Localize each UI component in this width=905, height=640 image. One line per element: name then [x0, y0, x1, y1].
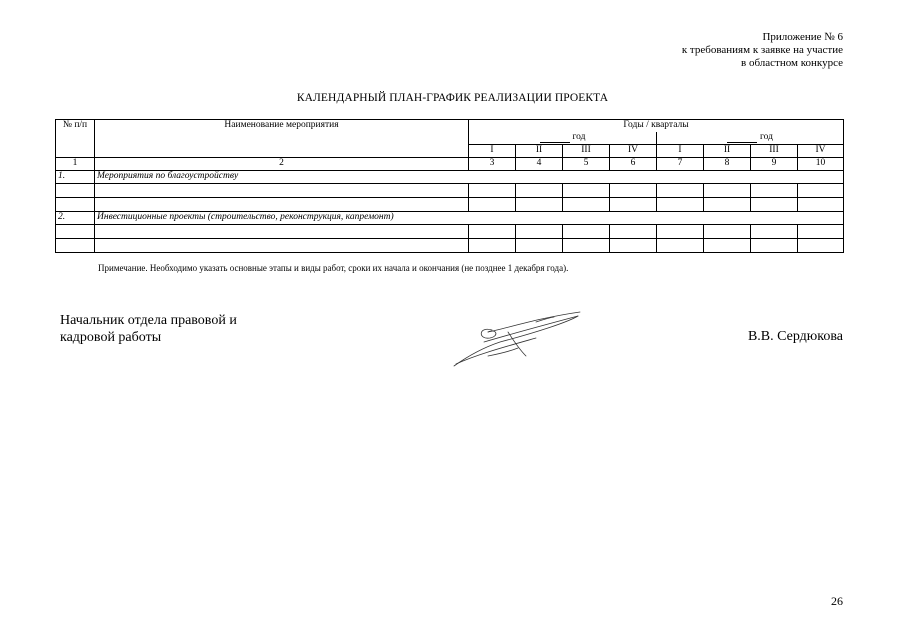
year-blank	[727, 133, 757, 143]
table-cell	[704, 198, 751, 212]
column-number-cell: 1	[56, 158, 95, 171]
table-cell	[798, 239, 844, 253]
table-cell	[610, 184, 657, 198]
table-cell	[563, 198, 610, 212]
table-cell	[751, 225, 798, 239]
page-number: 26	[831, 594, 843, 608]
section-title: Мероприятия по благоустройству	[95, 171, 844, 184]
column-number-cell: 10	[798, 158, 844, 171]
year-label: год	[760, 132, 773, 142]
section-number: 1.	[56, 171, 95, 184]
table-row	[56, 198, 844, 212]
table-row	[56, 239, 844, 253]
table-row	[56, 225, 844, 239]
table-cell	[516, 239, 563, 253]
table-cell	[657, 198, 704, 212]
table-cell	[469, 184, 516, 198]
quarter-cell: II	[516, 145, 563, 158]
table-cell	[56, 239, 95, 253]
column-number-cell: 4	[516, 158, 563, 171]
quarter-cell: I	[469, 145, 516, 158]
signer-name: В.В. Сердюкова	[747, 329, 843, 344]
header-years-cell: Годы / кварталы	[469, 120, 844, 133]
quarter-cell: IV	[610, 145, 657, 158]
table-cell	[798, 198, 844, 212]
table-cell	[56, 198, 95, 212]
table-header-row	[56, 120, 844, 133]
column-number-cell: 8	[704, 158, 751, 171]
document-title: КАЛЕНДАРНЫЙ ПЛАН-ГРАФИК РЕАЛИЗАЦИИ ПРОЕКТА	[296, 92, 609, 104]
table-cell	[751, 184, 798, 198]
column-number-cell: 6	[610, 158, 657, 171]
table-cell	[704, 239, 751, 253]
column-number-cell: 5	[563, 158, 610, 171]
quarter-cell: IV	[798, 145, 844, 158]
year-cell-1	[469, 132, 657, 145]
schedule-table	[55, 119, 844, 253]
quarter-cell: II	[704, 145, 751, 158]
appendix-line: к требованиям к заявке на участие	[681, 44, 843, 56]
section-row	[56, 171, 844, 184]
quarter-cell: III	[563, 145, 610, 158]
table-cell	[610, 225, 657, 239]
column-number-cell: 3	[469, 158, 516, 171]
section-row	[56, 212, 844, 225]
header-name-cell: Наименование мероприятия	[95, 120, 469, 158]
year-label: год	[572, 132, 586, 142]
table-cell	[751, 239, 798, 253]
table-cell	[657, 239, 704, 253]
signer-position	[60, 312, 237, 346]
table-row	[56, 184, 844, 198]
column-number-cell: 9	[751, 158, 798, 171]
column-number-row	[56, 158, 844, 171]
table-cell	[56, 225, 95, 239]
table-cell	[798, 225, 844, 239]
handwritten-signature	[448, 308, 588, 372]
table-cell	[516, 225, 563, 239]
table-cell	[469, 239, 516, 253]
section-number: 2.	[56, 212, 95, 225]
appendix-line: Приложение № 6	[762, 31, 843, 43]
position-line: Начальник отдела правовой и	[60, 313, 237, 328]
appendix-header	[682, 31, 843, 70]
appendix-line: в областном конкурсе	[741, 57, 843, 69]
table-cell	[95, 184, 469, 198]
position-line: кадровой работы	[60, 330, 162, 345]
table-cell	[95, 239, 469, 253]
table-cell	[563, 225, 610, 239]
table-cell	[798, 184, 844, 198]
table-cell	[469, 198, 516, 212]
table-cell	[704, 184, 751, 198]
year-blank	[540, 133, 570, 143]
quarter-cell: I	[657, 145, 704, 158]
table-cell	[751, 198, 798, 212]
table-cell	[610, 198, 657, 212]
table-cell	[657, 225, 704, 239]
header-number-cell: № п/п	[56, 120, 95, 158]
table-cell	[516, 184, 563, 198]
table-cell	[563, 184, 610, 198]
section-title: Инвестиционные проекты (строительство, реконструкция, капремонт)	[95, 212, 844, 225]
table-cell	[56, 184, 95, 198]
table-cell	[516, 198, 563, 212]
quarter-cell: III	[751, 145, 798, 158]
table-cell	[610, 239, 657, 253]
table-cell	[657, 184, 704, 198]
column-number-cell: 7	[657, 158, 704, 171]
table-cell	[95, 198, 469, 212]
table-note: Примечание. Необходимо указать основные этапы и виды работ, сроки их начала и окончания (не позднее 1 декабря года).	[98, 263, 569, 273]
table-cell	[704, 225, 751, 239]
table-cell	[469, 225, 516, 239]
table-cell	[563, 239, 610, 253]
table-cell	[95, 225, 469, 239]
year-cell-2	[657, 132, 844, 145]
column-number-cell: 2	[95, 158, 469, 171]
